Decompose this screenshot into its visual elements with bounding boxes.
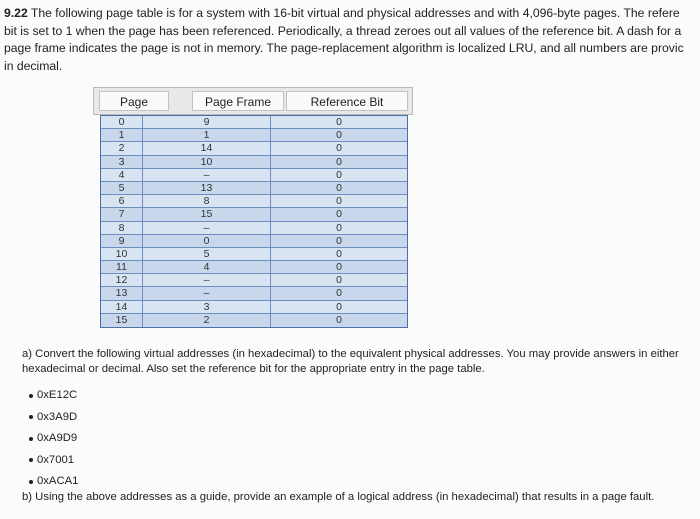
frame-cell: 14 — [143, 142, 271, 155]
address-value: 0xA9D9 — [37, 432, 78, 444]
reference-bit-cell: 0 — [271, 169, 407, 182]
bullet-icon — [29, 480, 33, 484]
page-cell: 5 — [101, 182, 143, 195]
frame-cell: 1 — [143, 129, 271, 142]
reference-bit-cell: 0 — [271, 116, 407, 129]
table-row — [101, 287, 407, 300]
table-row — [101, 248, 407, 261]
reference-bit-cell: 0 — [271, 301, 407, 314]
page-cell: 11 — [101, 261, 143, 274]
table-row — [101, 169, 407, 182]
reference-bit-cell: 0 — [271, 129, 407, 142]
frame-cell: – — [143, 222, 271, 235]
reference-bit-cell: 0 — [271, 274, 407, 287]
table-row — [101, 156, 407, 169]
frame-cell: 15 — [143, 208, 271, 221]
page-cell: 6 — [101, 195, 143, 208]
reference-bit-cell: 0 — [271, 222, 407, 235]
reference-bit-cell: 0 — [271, 248, 407, 261]
frame-cell: 9 — [143, 116, 271, 129]
table-row — [101, 116, 407, 129]
page-cell: 9 — [101, 235, 143, 248]
frame-cell: 10 — [143, 156, 271, 169]
page-cell: 10 — [101, 248, 143, 261]
page-cell: 13 — [101, 287, 143, 300]
page-cell: 2 — [101, 142, 143, 155]
question-line-3: page frame indicates the page is not in memory. The page-replacement algorithm is localized LRU, and all numbers are provic — [4, 41, 684, 55]
table-row — [101, 195, 407, 208]
bullet-icon — [29, 437, 33, 441]
frame-cell: – — [143, 169, 271, 182]
page-cell: 8 — [101, 222, 143, 235]
bullet-icon — [29, 415, 33, 419]
address-list — [29, 385, 78, 493]
frame-cell: 13 — [143, 182, 271, 195]
frame-cell: 0 — [143, 235, 271, 248]
table-row — [101, 208, 407, 221]
reference-bit-cell: 0 — [271, 195, 407, 208]
page-cell: 0 — [101, 116, 143, 129]
table-row — [101, 142, 407, 155]
reference-bit-cell: 0 — [271, 235, 407, 248]
table-row — [101, 301, 407, 314]
reference-bit-cell: 0 — [271, 208, 407, 221]
address-value: 0x3A9D — [37, 410, 78, 423]
question-line-1-text: The following page table is for a system with 16-bit virtual and physical addresses and with 4,096-byte pages. The refere — [27, 6, 680, 20]
frame-cell: 5 — [143, 248, 271, 261]
table-row — [101, 274, 407, 287]
question-line-2: bit is set to 1 when the page has been referenced. Periodically, a thread zeroes out all values of the reference bit. A dash for a — [4, 23, 682, 38]
bullet-icon — [29, 394, 33, 398]
page-table — [93, 87, 413, 328]
page-table-header — [93, 87, 413, 115]
list-item — [29, 385, 78, 407]
frame-cell: 8 — [143, 195, 271, 208]
reference-bit-cell: 0 — [271, 142, 407, 155]
frame-cell: 2 — [143, 314, 271, 327]
bullet-icon — [29, 458, 33, 462]
page-table-body — [100, 115, 408, 328]
question-line-1 — [4, 5, 696, 23]
part-a-text: a) Convert the following virtual addresses (in hexadecimal) to the equivalent physical addresses. You may provide answers in either hexadecimal or decimal. Also set the reference bit for the appropriate entry in the page table. — [22, 348, 679, 375]
reference-bit-cell: 0 — [271, 287, 407, 300]
part-b-text: b) Using the above addresses as a guide, provide an example of a logical address (in hexadecimal) that results in a page fault. — [22, 491, 655, 503]
table-row — [101, 182, 407, 195]
table-row — [101, 129, 407, 142]
list-item — [29, 407, 78, 429]
question-number: 9.22 — [4, 6, 28, 20]
table-row — [101, 261, 407, 274]
page-cell: 15 — [101, 314, 143, 327]
page-cell: 4 — [101, 169, 143, 182]
reference-bit-cell: 0 — [271, 314, 407, 327]
frame-cell: 3 — [143, 301, 271, 314]
address-value: 0x7001 — [37, 453, 75, 466]
page-cell: 14 — [101, 301, 143, 314]
list-item — [29, 450, 78, 472]
address-value: 0xACA1 — [37, 475, 79, 487]
page-cell: 12 — [101, 274, 143, 287]
page-cell: 1 — [101, 129, 143, 142]
question-text — [4, 5, 696, 75]
list-item — [29, 428, 78, 450]
question-line-4: in decimal. — [4, 58, 63, 73]
column-header-page-frame: Page Frame — [192, 91, 284, 111]
reference-bit-cell: 0 — [271, 182, 407, 195]
column-header-page: Page — [99, 91, 169, 111]
address-value: 0xE12C — [37, 389, 78, 401]
table-row — [101, 235, 407, 248]
frame-cell: – — [143, 274, 271, 287]
table-row — [101, 314, 407, 327]
page-cell: 3 — [101, 156, 143, 169]
frame-cell: – — [143, 287, 271, 300]
frame-cell: 4 — [143, 261, 271, 274]
page-cell: 7 — [101, 208, 143, 221]
reference-bit-cell: 0 — [271, 261, 407, 274]
table-row — [101, 222, 407, 235]
column-header-reference-bit: Reference Bit — [286, 91, 408, 111]
reference-bit-cell: 0 — [271, 156, 407, 169]
